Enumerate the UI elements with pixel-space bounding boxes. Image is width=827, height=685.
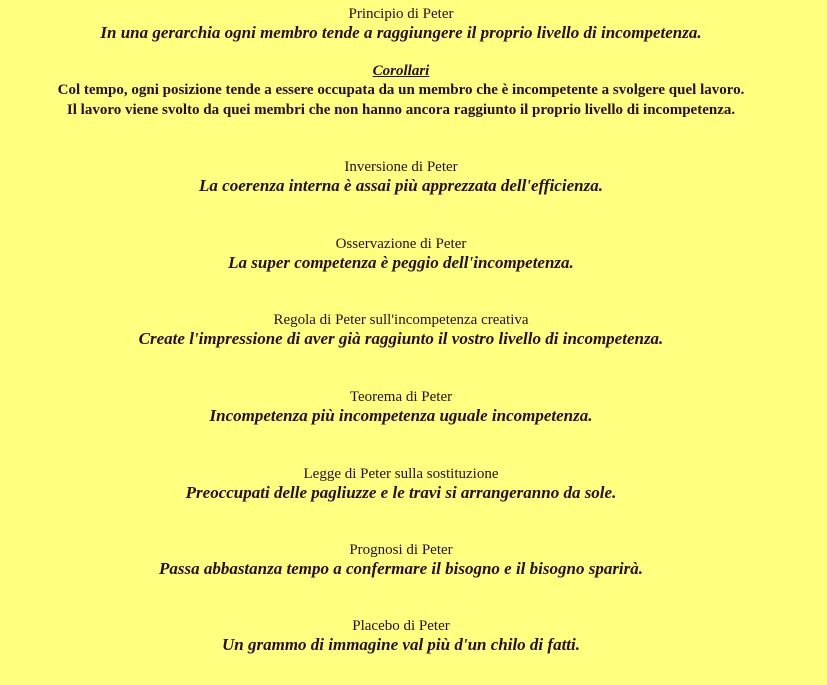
prognosi-heading: Prognosi di Peter xyxy=(349,542,453,558)
teorema-quote: Incompetenza più incompetenza uguale incompetenza. xyxy=(209,406,593,425)
teorema-heading: Teorema di Peter xyxy=(349,389,453,405)
placebo-quote: Un grammo di immagine val più d'un chilo di fatti. xyxy=(222,635,580,654)
regola-quote: Create l'impressione di aver già raggiunto il vostro livello di incompetenza. xyxy=(138,329,664,348)
inversione-block xyxy=(0,158,802,196)
osservazione-quote: La super competenza è peggio dell'incompetenza. xyxy=(228,253,574,272)
placebo-block xyxy=(0,617,802,655)
regola-block xyxy=(0,311,802,349)
legge-block xyxy=(0,465,802,503)
corollari-title: Corollari xyxy=(372,63,430,79)
principio-quote: In una gerarchia ogni membro tende a raggiungere il proprio livello di incompetenza. xyxy=(100,23,702,42)
osservazione-heading: Osservazione di Peter xyxy=(335,236,467,252)
placebo-heading: Placebo di Peter xyxy=(352,618,450,634)
prognosi-quote: Passa abbastanza tempo a confermare il bisogno e il bisogno sparirà. xyxy=(158,559,644,578)
regola-heading: Regola di Peter sull'incompetenza creativa xyxy=(273,312,529,328)
legge-heading: Legge di Peter sulla sostituzione xyxy=(303,466,499,482)
inversione-quote: La coerenza interna è assai più apprezzata dell'efficienza. xyxy=(199,176,603,195)
corollario-2: Il lavoro viene svolto da quei membri che non hanno ancora raggiunto il proprio livello di incompetenza. xyxy=(66,102,736,118)
legge-quote: Preoccupati delle pagliuzze e le travi si arrangeranno da sole. xyxy=(185,483,617,502)
principio-block xyxy=(0,5,802,43)
osservazione-block xyxy=(0,235,802,273)
principio-heading: Principio di Peter xyxy=(348,6,454,22)
teorema-block xyxy=(0,388,802,426)
prognosi-block xyxy=(0,541,802,579)
corollari-block xyxy=(0,62,802,120)
corollario-1: Col tempo, ogni posizione tende a essere occupata da un membro che è incompetente a svolgere quel lavoro. xyxy=(57,82,745,98)
inversione-heading: Inversione di Peter xyxy=(344,159,458,175)
